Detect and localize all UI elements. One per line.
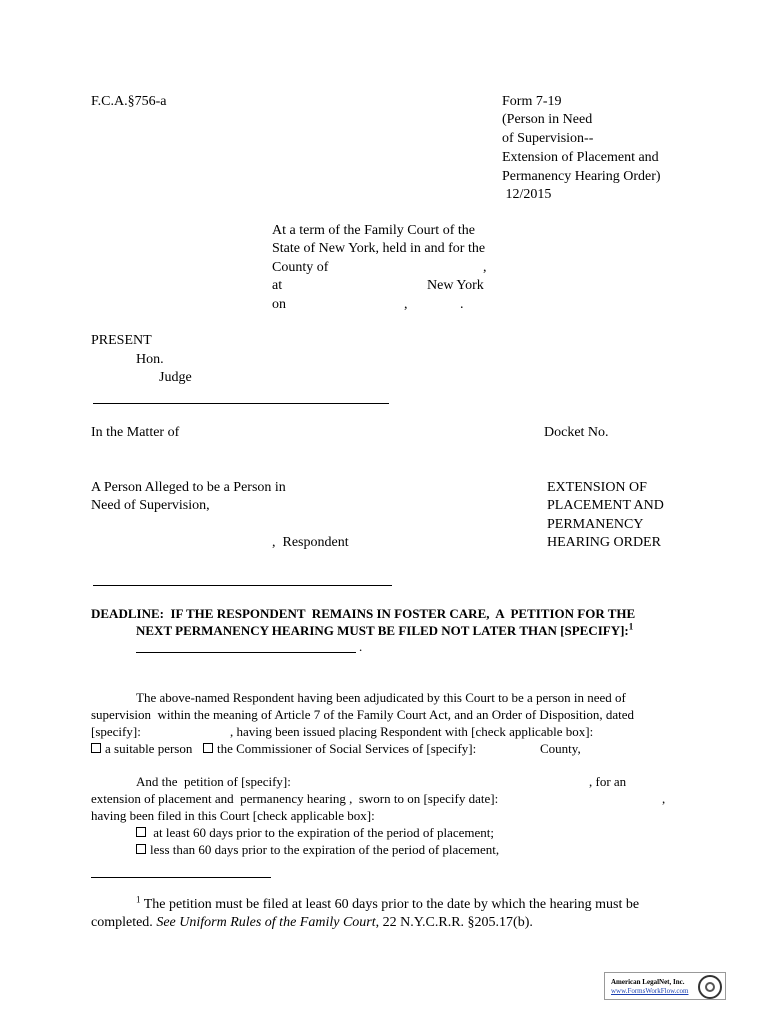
order-title-line-4: HEARING ORDER bbox=[547, 535, 661, 550]
caption-bottom-rule bbox=[93, 585, 392, 586]
matter-label: In the Matter of bbox=[91, 425, 180, 440]
petition-line-1a: And the petition of [specify]: bbox=[136, 774, 291, 789]
court-line-2: State of New York, held in and for the bbox=[272, 241, 486, 256]
petition-line-2b: , bbox=[662, 791, 666, 806]
present-label: PRESENT bbox=[91, 333, 152, 348]
footnote-ref: 1 bbox=[628, 621, 634, 632]
petition-line-1b: , for an bbox=[589, 774, 627, 789]
judge-label: Judge bbox=[159, 370, 192, 385]
county-comma: , bbox=[483, 260, 487, 275]
body-line-3b: , having been issued placing Respondent with [check applicable box]: bbox=[230, 724, 594, 739]
deadline-line-1: DEADLINE: IF THE RESPONDENT REMAINS IN FOSTER CARE, A PETITION FOR THE bbox=[91, 606, 636, 621]
order-title-line-3: PERMANENCY bbox=[547, 517, 644, 532]
at-label: at bbox=[272, 278, 283, 293]
option-suitable-person: a suitable person bbox=[91, 740, 192, 757]
logo-website-link[interactable]: www.FormsWorkFlow.com bbox=[611, 987, 689, 995]
form-title-line-5: Permanency Hearing Order) bbox=[502, 169, 661, 184]
body-line-1: The above-named Respondent having been adjudicated by this Court to be a person in need of bbox=[136, 690, 626, 705]
form-title-line-3: of Supervision-- bbox=[502, 131, 594, 146]
option-less-than-60-days: less than 60 days prior to the expiration of the period of placement, bbox=[136, 841, 499, 858]
footnote-citation: See Uniform Rules of the Family Court bbox=[156, 915, 376, 930]
court-line-1: At a term of the Family Court of the bbox=[272, 223, 475, 238]
county-label: County of bbox=[272, 260, 329, 275]
option-60-days-prior: at least 60 days prior to the expiration of the period of placement; bbox=[136, 824, 494, 841]
form-date: 12/2015 bbox=[502, 187, 552, 202]
footnote-separator bbox=[91, 877, 271, 878]
county-suffix: County, bbox=[540, 741, 581, 756]
logo-company-name: American LegalNet, Inc. bbox=[611, 978, 685, 986]
petition-line-3: having been filed in this Court [check applicable box]: bbox=[91, 808, 375, 823]
body-line-2: supervision within the meaning of Article 7 of the Family Court Act, and an Order of Disposition, dated bbox=[91, 707, 635, 722]
deadline-period: . bbox=[359, 639, 363, 654]
checkbox-suitable-person[interactable] bbox=[91, 743, 101, 753]
form-title-line-2: (Person in Need bbox=[502, 112, 593, 127]
form-title-line-1: Form 7-19 bbox=[502, 94, 562, 109]
american-legalnet-logo bbox=[604, 972, 726, 1000]
checkbox-60-days-prior[interactable] bbox=[136, 827, 146, 837]
docket-label: Docket No. bbox=[544, 425, 609, 440]
on-comma: , bbox=[404, 297, 408, 312]
order-title-line-2: PLACEMENT AND bbox=[547, 498, 664, 513]
logo-seal-icon bbox=[698, 975, 722, 999]
on-label: on bbox=[272, 297, 286, 312]
person-line-2: Need of Supervision, bbox=[91, 498, 210, 513]
statute-reference: F.C.A.§756-a bbox=[91, 94, 167, 109]
deadline-date-blank[interactable] bbox=[136, 652, 356, 653]
option-commissioner: the Commissioner of Social Services of [specify]: bbox=[203, 740, 476, 757]
caption-top-rule bbox=[93, 403, 389, 404]
footnote-line-1: $^1$ The petition must be filed at least 60 days prior to the date by which the hearing must be bbox=[136, 894, 640, 912]
on-period: . bbox=[460, 297, 464, 312]
state-label: New York bbox=[427, 278, 484, 293]
checkbox-less-than-60-days[interactable] bbox=[136, 844, 146, 854]
deadline-line-2: NEXT PERMANENCY HEARING MUST BE FILED NOT LATER THAN [SPECIFY]:$^1$ bbox=[136, 621, 634, 638]
footnote-line-2: completed. See Uniform Rules of the Family Court, 22 N.Y.C.R.R. §205.17(b). bbox=[91, 915, 533, 930]
footnote-marker: 1 bbox=[136, 894, 141, 905]
checkbox-commissioner[interactable] bbox=[203, 743, 213, 753]
respondent-label: , Respondent bbox=[272, 535, 349, 550]
body-line-3a: [specify]: bbox=[91, 724, 141, 739]
hon-label: Hon. bbox=[136, 352, 164, 367]
petition-line-2a: extension of placement and permanency hearing , sworn to on [specify date]: bbox=[91, 791, 499, 806]
order-title-line-1: EXTENSION OF bbox=[547, 480, 647, 495]
form-title-line-4: Extension of Placement and bbox=[502, 150, 659, 165]
person-line-1: A Person Alleged to be a Person in bbox=[91, 480, 286, 495]
